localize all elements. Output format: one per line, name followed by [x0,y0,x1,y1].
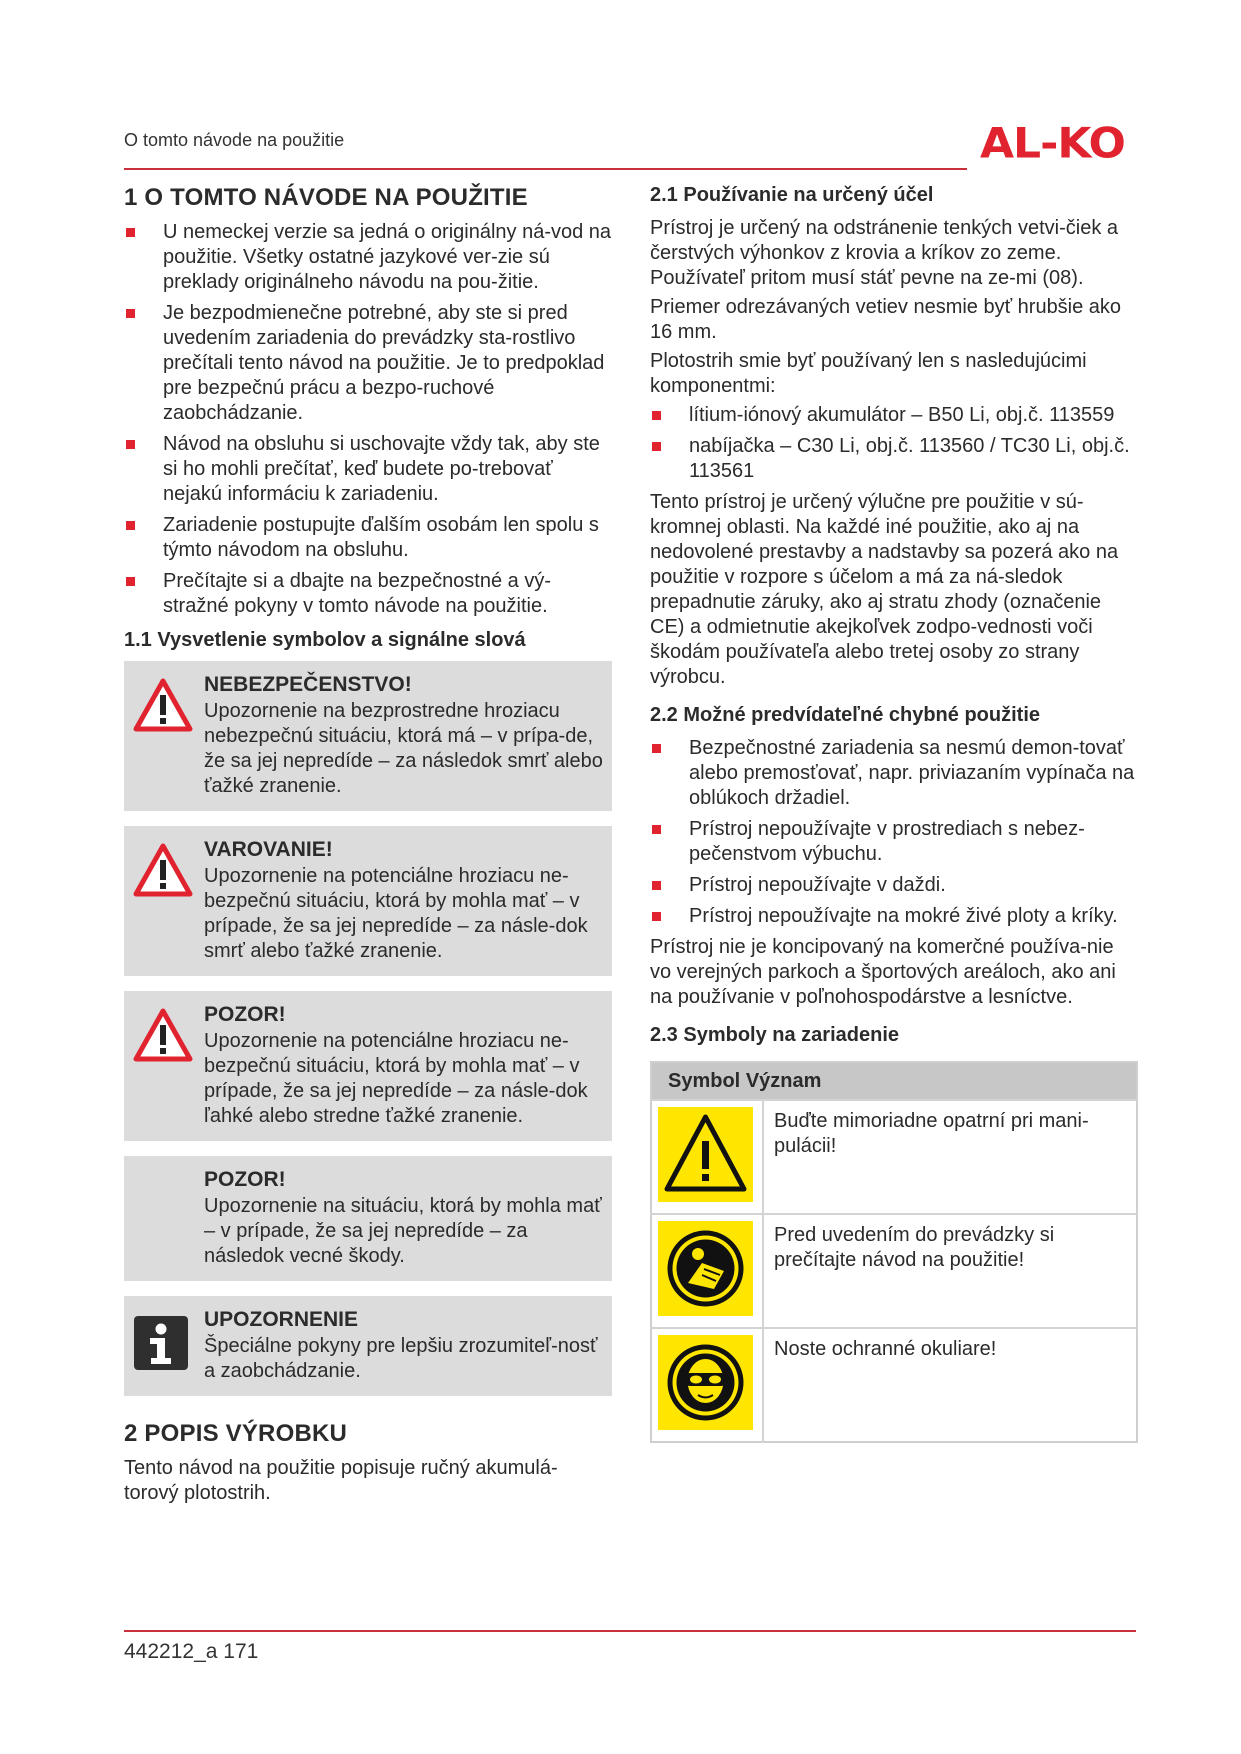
notice-caution-property [124,1156,612,1281]
symbol-meaning: Buďte mimoriadne opatrní pri mani-pulácii! [763,1100,1137,1214]
header-rule [124,168,967,170]
paragraph: Tento prístroj je určený výlučne pre použitie v sú-kromnej oblasti. Na každé iné použitie, ako aj na nedovolené prestavby a nadstavby sa pozerá ako na použitie v rozpore s účelom a má za ná-sledok prepadnutie záruky, ako aj stratu zhody (označenie CE) a odmietnutie akejkoľvek zodpo-vednosti voči škodám používateľa alebo tretej osoby zo strany výrobcu. [650,491,1119,688]
section-2-3-title: 2.3 Symboly na zariadenie [650,1024,899,1046]
paragraph: Prístroj nie je koncipovaný na komerčné používa-nie vo verejných parkoch a športových areáloch, ako ani na používanie v poľnohospodárstve a lesníctve. [650,936,1116,1008]
bullet-square-icon [652,912,661,921]
column-header-meaning: Význam [745,1070,822,1092]
section-2-title: 2 POPIS VÝROBKU [124,1420,348,1447]
table-row [651,1328,1137,1442]
section-2-text: Tento návod na použitie popisuje ručný akumulá-torový plotostrih. [124,1457,558,1504]
column-header-symbol: Symbol [668,1070,741,1092]
bullet-square-icon [652,411,661,420]
page-number: 442212_a 171 [124,1640,259,1663]
list-item: Prístroj nepoužívajte na mokré živé ploty a kríky. [650,904,1138,929]
bullet-square-icon [126,440,135,449]
notice-text: Špeciálne pokyny pre lepšiu zrozumiteľ-nosť a zaobchádzanie. [204,1335,598,1382]
symbol-meaning: Noste ochranné okuliare! [763,1328,1137,1442]
notice-text: Upozornenie na bezprostredne hroziacu nebezpečnú situáciu, ktorá má – v prípa-de, že sa jej nepredíde – za následok smrť alebo ťažké zranenie. [204,700,603,797]
notice-title: UPOZORNENIE [204,1308,359,1331]
section-1-title: 1 O TOMTO NÁVODE NA POUŽITIE [124,184,528,211]
list-item: Prečítajte si a dbajte na bezpečnostné a vý-stražné pokyny v tomto návode na použitie. [124,569,612,619]
notice-text: Upozornenie na situáciu, ktorá by mohla mať – v prípade, že sa jej nepredíde – za následok vecné škody. [204,1195,602,1267]
list-item: Prístroj nepoužívajte v prostrediach s nebez-pečenstvom výbuchu. [650,817,1138,867]
info-icon [132,1314,190,1372]
list-item: lítium-iónový akumulátor – B50 Li, obj.č. 113559 [650,403,1138,428]
running-header: O tomto návode na použitie [124,130,345,150]
section-1-list [124,220,612,619]
notice-warning [124,826,612,976]
table-row [651,1100,1137,1214]
list-item: Zariadenie postupujte ďalším osobám len spolu s týmto návodom na obsluhu. [124,513,612,563]
section-2-2-title: 2.2 Možné predvídateľné chybné použitie [650,704,1040,726]
bullet-square-icon [126,577,135,586]
list-item: nabíjačka – C30 Li, obj.č. 113560 / TC30 Li, obj.č. 113561 [650,434,1138,484]
left-column [124,184,612,1510]
table-header [651,1062,1137,1100]
right-column [650,184,1138,1443]
list-item: Prístroj nepoužívajte v daždi. [650,873,1138,898]
safety-goggles-icon [658,1335,753,1430]
bullet-square-icon [126,228,135,237]
bullet-square-icon [652,825,661,834]
paragraph: Prístroj je určený na odstránenie tenkých vetvi-čiek a čerstvých výhonkov z krovia a kríkov zo zeme. Používateľ pritom musí stáť pevne na ze-mi (08). [650,217,1118,289]
paragraph: Priemer odrezávaných vetiev nesmie byť hrubšie ako 16 mm. [650,296,1122,343]
list-item: Bezpečnostné zariadenia sa nesmú demon-tovať alebo premosťovať, napr. priviazaním vypínača na oblúkoch držadiel. [650,736,1138,811]
notice-text: Upozornenie na potenciálne hroziacu ne-bezpečnú situáciu, ktorá by mohla mať – v prípade, že sa jej nepredíde – za násle-dok smrť alebo ťažké zranenie. [204,865,588,962]
section-1-1-title: 1.1 Vysvetlenie symbolov a signálne slová [124,629,526,651]
table-row [651,1214,1137,1328]
symbols-table [650,1061,1138,1443]
section-2-1-title: 2.1 Používanie na určený účel [650,184,934,206]
notice-caution [124,991,612,1141]
list-item: Návod na obsluhu si uschovajte vždy tak, aby ste si ho mohli prečítať, keď budete po-trebovať nejakú informáciu k zariadeniu. [124,432,612,507]
bullet-square-icon [126,309,135,318]
notice-danger [124,661,612,811]
notice-title: POZOR! [204,1168,286,1191]
bullet-square-icon [652,881,661,890]
warning-triangle-icon [132,1007,194,1063]
warning-triangle-icon [132,842,194,898]
notice-title: NEBEZPEČENSTVO! [204,673,412,696]
list-item: Je bezpodmienečne potrebné, aby ste si pred uvedením zariadenia do prevádzky sta-rostlivo prečítali tento návod na použitie. Je to predpoklad pre bezpečnú prácu a bezpo-ruchové zaobchádzanie. [124,301,612,426]
notice-title: POZOR! [204,1003,286,1026]
component-list [650,403,1138,484]
list-item: U nemeckej verzie sa jedná o originálny ná-vod na použitie. Všetky ostatné jazykové ver-zie sú preklady originálneho návodu na pou-žitie. [124,220,612,295]
read-manual-icon [658,1221,753,1316]
bullet-square-icon [126,521,135,530]
notice-info [124,1296,612,1396]
notice-title: VAROVANIE! [204,838,333,861]
alko-logo: AL-KO [980,119,1125,168]
misuse-list [650,736,1138,929]
symbol-meaning: Pred uvedením do prevádzky si prečítajte návod na použitie! [763,1214,1137,1328]
bullet-square-icon [652,744,661,753]
paragraph: Plotostrih smie byť používaný len s nasledujúcimi komponentmi: [650,350,1087,397]
caution-symbol-icon [658,1107,753,1202]
notice-text: Upozornenie na potenciálne hroziacu ne-bezpečnú situáciu, ktorá by mohla mať – v prípade, že sa jej nepredíde – za násle-dok ľahké alebo stredne ťažké zranenie. [204,1030,588,1127]
warning-triangle-icon [132,677,194,733]
bullet-square-icon [652,442,661,451]
footer-rule [124,1630,1136,1632]
